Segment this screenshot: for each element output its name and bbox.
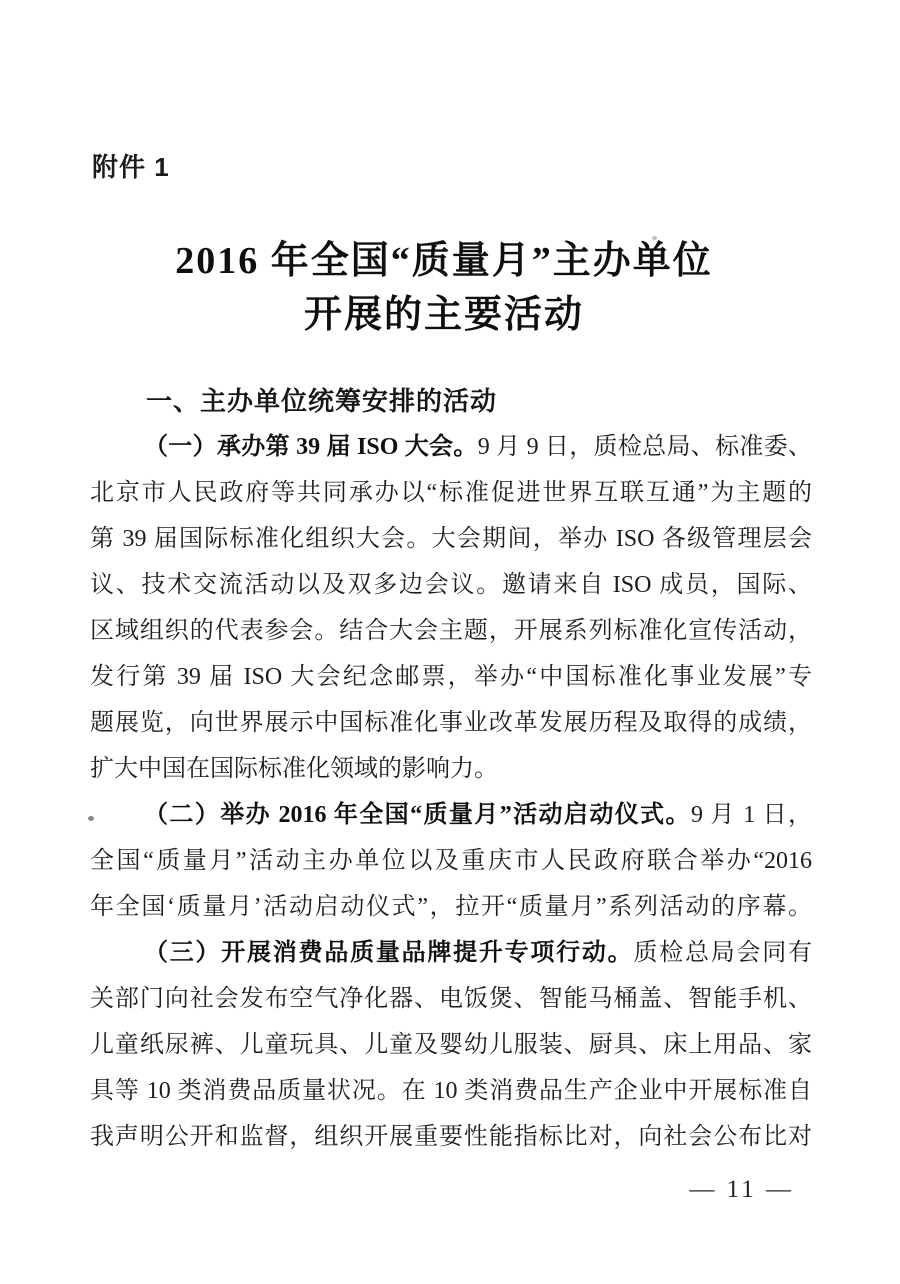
bold-text-segment: （二）举办 2016 年全国“质量月”活动启动仪式。: [144, 802, 691, 828]
title-line-1: 2016 年全国“质量月”主办单位: [175, 240, 713, 282]
title-line-2: 开展的主要活动: [303, 294, 584, 336]
text-segment: 题展览，向世界展示中国标准化事业改革发展历程及取得的成绩，: [90, 710, 812, 736]
text-segment: 议、技术交流活动以及双多边会议。邀请来自 ISO 成员，国际、: [90, 572, 812, 598]
bold-text-segment: （三）开展消费品质量品牌提升专项行动。: [144, 940, 634, 966]
body-line: [90, 700, 812, 746]
text-segment: 9 月 1 日，: [690, 802, 812, 828]
body-line: [90, 424, 812, 470]
body-line: [90, 516, 812, 562]
text-segment: 北京市人民政府等共同承办以“标准促进世界互联互通”为主题的: [90, 480, 812, 506]
scan-speck: [88, 816, 94, 821]
text-segment: 9 月 9 日，质检总局、标准委、: [477, 434, 812, 460]
text-segment: 儿童纸尿裤、儿童玩具、儿童及婴幼儿服装、厨具、床上用品、家: [90, 1032, 812, 1058]
body-line: [90, 1114, 812, 1160]
body-line: [90, 884, 812, 930]
scan-speck: [652, 236, 657, 240]
body-line: [90, 654, 812, 700]
text-segment: 区域组织的代表参会。结合大会主题，开展系列标准化宣传活动，: [90, 618, 812, 644]
body-line: [90, 470, 812, 516]
text-segment: 全国“质量月”活动主办单位以及重庆市人民政府联合举办“2016: [90, 848, 812, 874]
text-segment: 关部门向社会发布空气净化器、电饭煲、智能马桶盖、智能手机、: [90, 986, 812, 1012]
text-segment: 第 39 届国际标准化组织大会。大会期间，举办 ISO 各级管理层会: [90, 526, 812, 552]
text-segment: 具等 10 类消费品质量状况。在 10 类消费品生产企业中开展标准自: [90, 1078, 812, 1104]
text-segment: 质检总局会同有: [633, 940, 812, 966]
document-title: [0, 234, 888, 342]
text-segment: 年全国‘质量月’活动启动仪式”，拉开“质量月”系列活动的序幕。: [90, 894, 812, 920]
text-segment: 扩大中国在国际标准化领域的影响力。: [90, 756, 498, 782]
text-segment: 我声明公开和监督，组织开展重要性能指标比对，向社会公布比对: [90, 1124, 812, 1150]
section-heading: 一、主办单位统筹安排的活动: [146, 386, 498, 416]
text-segment: 发行第 39 届 ISO 大会纪念邮票，举办“中国标准化事业发展”专: [90, 664, 812, 690]
attachment-label: 附件 1: [92, 152, 170, 182]
body-text: [90, 424, 812, 1160]
body-line: [90, 930, 812, 976]
body-line: [90, 976, 812, 1022]
body-line: [90, 746, 812, 792]
body-line: [90, 838, 812, 884]
body-line: [90, 792, 812, 838]
body-line: [90, 1068, 812, 1114]
body-line: [90, 562, 812, 608]
body-line: [90, 1022, 812, 1068]
page-number: — 11 —: [689, 1176, 794, 1203]
bold-text-segment: （一）承办第 39 届 ISO 大会。: [144, 434, 478, 460]
body-line: [90, 608, 812, 654]
